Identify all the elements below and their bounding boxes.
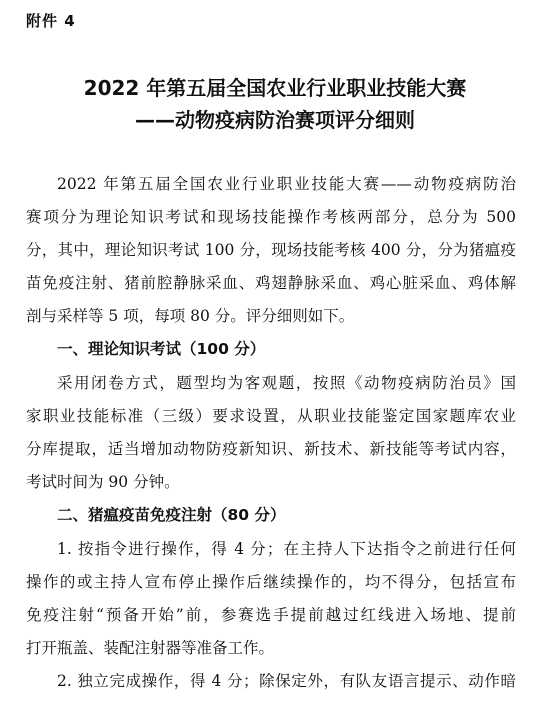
section-2-paragraph-line: 打开瓶盖、装配注射器等准备工作。	[26, 639, 275, 657]
section-1-paragraph-line: 考试时间为 90 分钟。	[26, 473, 180, 491]
intro-paragraph-line: 分，其中，理论知识考试 100 分，现场技能考核 400 分，分为猪瘟疫	[26, 241, 516, 259]
section-2-paragraph-line: 1. 按指令进行操作，得 4 分；在主持人下达指令之前进行任何	[57, 540, 516, 558]
section-1-heading: 一、理论知识考试（100 分）	[57, 340, 266, 358]
section-1-paragraph-line: 家职业技能标准（三级）要求设置，从职业技能鉴定国家题库农业	[26, 407, 516, 425]
intro-paragraph-line: 剖与采样等 5 项，每项 80 分。评分细则如下。	[26, 307, 355, 325]
section-2-paragraph-line: 2. 独立完成操作，得 4 分；除保定外，有队友语言提示、动作暗	[57, 672, 516, 690]
section-1-paragraph-line: 分库提取，适当增加动物防疫新知识、新技术、新技能等考试内容，	[26, 440, 516, 458]
intro-paragraph-line: 2022 年第五届全国农业行业职业技能大赛——动物疫病防治	[57, 175, 516, 193]
section-1-paragraph-line: 采用闭卷方式，题型均为客观题，按照《动物疫病防治员》国	[57, 374, 516, 392]
section-2-paragraph-line: 免疫注射“预备开始”前，参赛选手提前越过红线进入场地、提前	[26, 606, 516, 624]
intro-paragraph-line: 赛项分为理论知识考试和现场技能操作考核两部分，总分为 500	[26, 208, 516, 226]
section-2-paragraph-line: 操作的或主持人宣布停止操作后继续操作的，均不得分，包括宣布	[26, 573, 516, 591]
document-title-line-1: 2022 年第五届全国农业行业职业技能大赛	[83, 76, 467, 100]
attachment-label: 附件 4	[26, 12, 76, 30]
intro-paragraph-line: 苗免疫注射、猪前腔静脉采血、鸡翅静脉采血、鸡心脏采血、鸡体解	[26, 274, 516, 292]
section-2-heading: 二、猪瘟疫苗免疫注射（80 分）	[57, 506, 286, 524]
document-title-line-2: ——动物疫病防治赛项评分细则	[135, 108, 415, 132]
